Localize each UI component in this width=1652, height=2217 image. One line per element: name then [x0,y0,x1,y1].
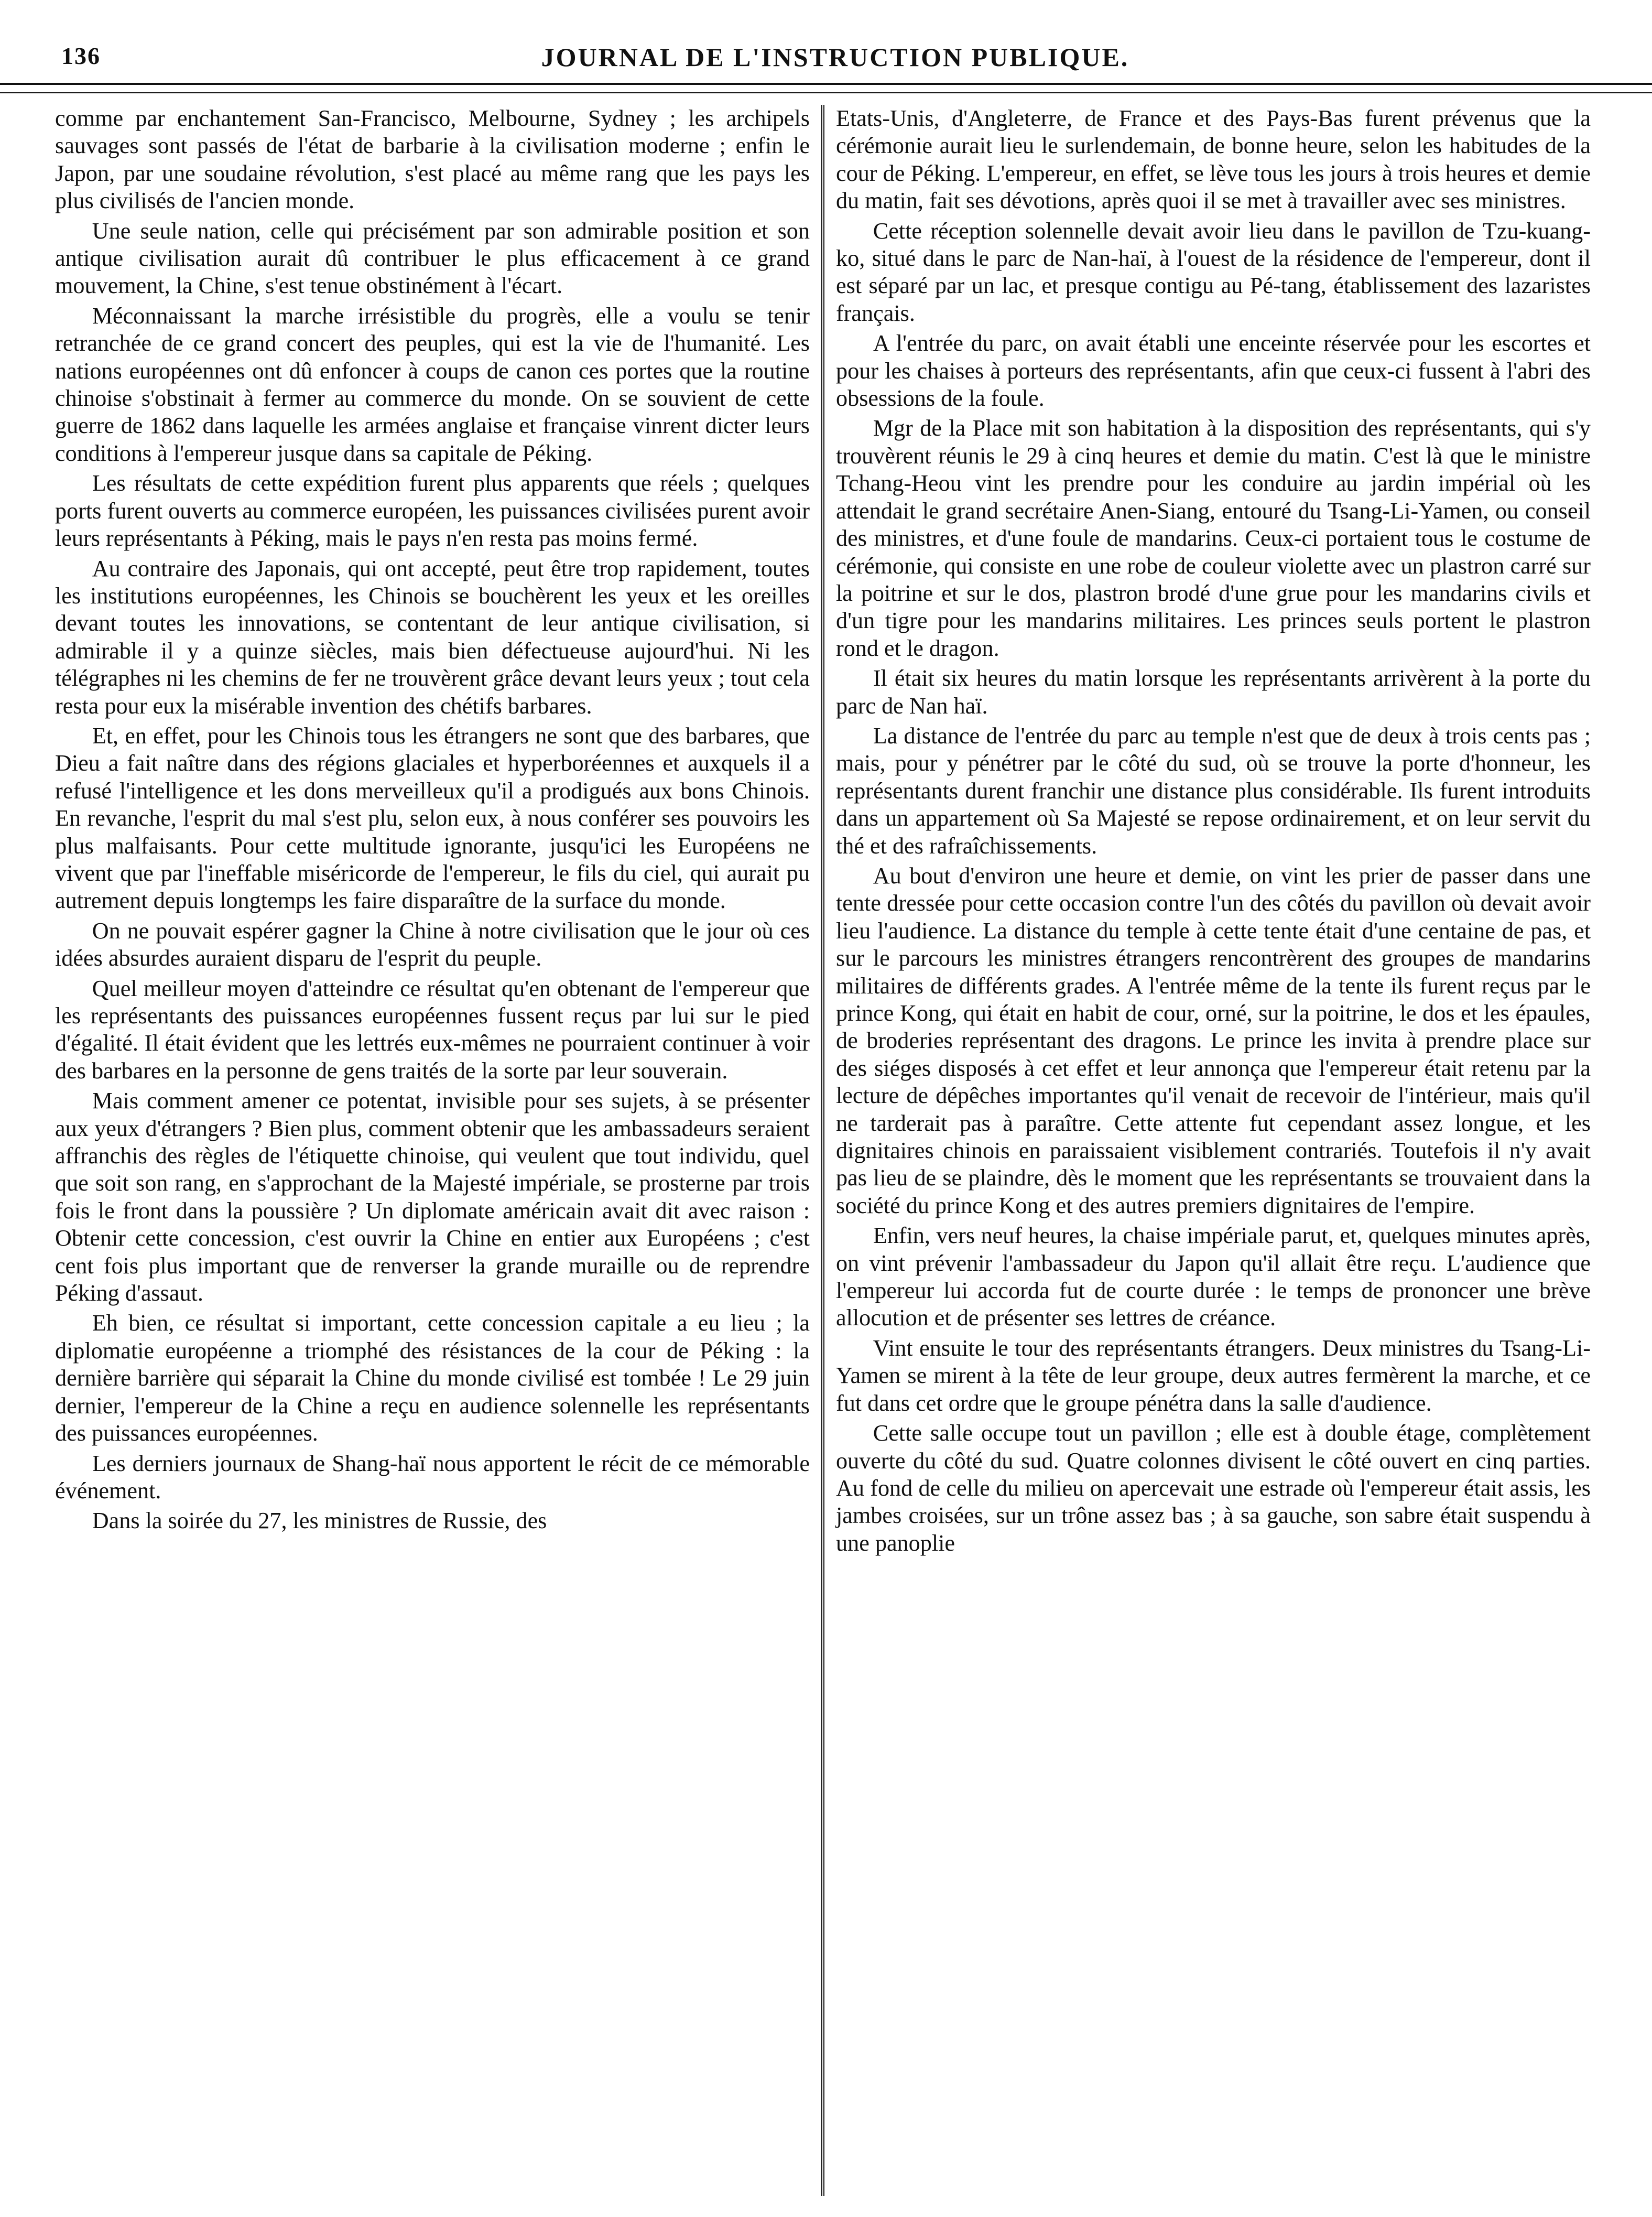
paragraph: comme par enchantement San-Francisco, Melbourne, Sydney ; les archipels sauvages sont passés de l'état de barbarie à la civilisation moderne ; enfin le Japon, par une soudaine révolution, s'est placé au même rang que les pays les plus civilisés de l'ancien monde. [55,105,810,214]
paragraph: On ne pouvait espérer gagner la Chine à notre civilisation que le jour où ces idées absurdes auraient disparu de l'esprit du peuple. [55,917,810,971]
text-columns [55,105,1615,2196]
paragraph: La distance de l'entrée du parc au temple n'est que de deux à trois cents pas ; mais, pour y pénétrer par le côté du sud, où se trouve la porte d'honneur, les représentants durent franchir une distance plus considérable. Ils furent introduits dans un appartement où Sa Majesté se repose ordinairement, et on leur servit du thé et des rafraîchissements. [836,722,1591,859]
paragraph: Au contraire des Japonais, qui ont accepté, peut être trop rapidement, toutes les institutions européennes, les Chinois se bouchèrent les yeux et les oreilles devant toutes les innovations, se contentant de leur antique civilisation, si admirable il y a quinze siècles, mais bien défectueuse aujourd'hui. Ni les télégraphes ni les chemins de fer ne trouvèrent grâce devant leurs yeux ; tout cela resta pour eux la misérable invention des chétifs barbares. [55,555,810,719]
paragraph: Quel meilleur moyen d'atteindre ce résultat qu'en obtenant de l'empereur que les représentants des puissances européennes fussent reçus par lui sur le pied d'égalité. Il était évident que les lettrés eux-mêmes ne pourraient continuer à voir des barbares en la personne de gens traités de la sorte par leur souverain. [55,975,810,1084]
paragraph: A l'entrée du parc, on avait établi une enceinte réservée pour les escortes et pour les chaises à porteurs des représentants, afin que ceux-ci fussent à l'abri des obsessions de la foule. [836,330,1591,412]
page-header [55,21,1615,79]
header-double-rule [0,83,1652,93]
paragraph: Enfin, vers neuf heures, la chaise impériale parut, et, quelques minutes après, on vint prévenir l'ambassadeur du Japon qu'il allait être reçu. L'audience que l'empereur lui accorda fut de courte durée : le temps de prononcer une brève allocution et de présenter ses lettres de créance. [836,1223,1591,1331]
paragraph: Etats-Unis, d'Angleterre, de France et des Pays-Bas furent prévenus que la cérémonie aurait lieu le surlendemain, de bonne heure, selon les habitudes de la cour de Péking. L'empereur, en effet, se lève tous les jours à trois heures et demie du matin, fait ses dévotions, après quoi il se met à travailler avec ses ministres. [836,105,1591,214]
right-column [824,105,1591,2196]
left-column [55,105,821,2196]
paragraph: Cette réception solennelle devait avoir lieu dans le pavillon de Tzu-kuang-ko, situé dans le parc de Nan-haï, à l'ouest de la résidence de l'empereur, dont il est séparé par un lac, et presque contigu au Pé-tang, établissement des lazaristes français. [836,218,1591,326]
journal-title: JOURNAL DE L'INSTRUCTION PUBLIQUE. [541,42,1129,72]
paragraph: Méconnaissant la marche irrésistible du progrès, elle a voulu se tenir retranchée de ce grand concert des peuples, qui est la vie de l'humanité. Les nations européennes ont dû enfoncer à coups de canon ces portes que la routine chinoise s'obstinait à fermer au commerce du monde. On se souvient de cette guerre de 1862 dans laquelle les armées anglaise et française vinrent dicter leurs conditions à l'empereur jusque dans sa capitale de Péking. [55,302,810,466]
paragraph: Mgr de la Place mit son habitation à la disposition des représentants, qui s'y trouvèrent réunis le 29 à cinq heures et demie du matin. C'est là que le ministre Tchang-Heou vint les prendre pour les conduire au jardin impérial où les attendait le grand secrétaire Anen-Siang, entouré du Tsang-Li-Yamen, ou conseil des ministres, et d'une foule de mandarins. Ceux-ci portaient tous le costume de cérémonie, qui consiste en une robe de couleur violette avec un plastron carré sur la poitrine et sur le dos, plastron brodé d'une grue pour les mandarins civils et d'un tigre pour les mandarins militaires. Les princes seuls portent le plastron rond et le dragon. [836,415,1591,661]
paragraph: Les derniers journaux de Shang-haï nous apportent le récit de ce mémorable événement. [55,1450,810,1504]
paragraph: Les résultats de cette expédition furent plus apparents que réels ; quelques ports furent ouverts au commerce européen, les puissances civilisées purent avoir leurs représentants à Péking, mais le pays n'en resta pas moins fermé. [55,470,810,551]
paragraph: Une seule nation, celle qui précisément par son admirable position et son antique civilisation aurait dû contribuer le plus efficacement à ce grand mouvement, la Chine, s'est tenue obstinément à l'écart. [55,218,810,299]
paragraph: Au bout d'environ une heure et demie, on vint les prier de passer dans une tente dressée pour cette occasion contre l'un des côtés du pavillon où devait avoir lieu l'audience. La distance du temple à cette tente était d'une centaine de pas, et sur le parcours les ministres étrangers rencontrèrent des groupes de mandarins militaires de différents grades. A l'entrée même de la tente ils furent reçus par le prince Kong, qui était en habit de cour, orné, sur la poitrine, le dos et les épaules, de broderies représentant des dragons. Le prince les invita à prendre place sur des siéges disposés à cet effet et leur annonça que l'empereur était retenu par la lecture de dépêches importantes qu'il venait de recevoir de l'intérieur, mais qu'il ne tarderait pas à paraître. Cette attente fut cependant assez longue, et les dignitaires chinois en paraissaient visiblement contrariés. Toutefois il n'y avait pas lieu de se plaindre, dès le moment que les représentants se trouvaient dans la société du prince Kong et des autres premiers dignitaires de l'empire. [836,862,1591,1218]
paragraph: Mais comment amener ce potentat, invisible pour ses sujets, à se présenter aux yeux d'étrangers ? Bien plus, comment obtenir que les ambassadeurs seraient affranchis des règles de l'étiquette chinoise, qui veulent que tout individu, quel que soit son rang, en s'approchant de la Majesté impériale, se prosterne par trois fois le front dans la poussière ? Un diplomate américain avait dit avec raison : Obtenir cette concession, c'est ouvrir la Chine en entier aux Européens ; c'est cent fois plus important que de renverser la grande muraille ou de reprendre Péking d'assaut. [55,1088,810,1306]
paragraph: Cette salle occupe tout un pavillon ; elle est à double étage, complètement ouverte du côté du sud. Quatre colonnes divisent le côté ouvert en cinq parties. Au fond de celle du milieu on apercevait une estrade où l'empereur était assis, les jambes croisées, sur un trône assez bas ; à sa gauche, son sabre était suspendu à une panoplie [836,1420,1591,1556]
paragraph: Et, en effet, pour les Chinois tous les étrangers ne sont que des barbares, que Dieu a fait naître dans des régions glaciales et hyperboréennes et auxquels il a refusé l'intelligence et les dons merveilleux qu'il a prodigués aux bons Chinois. En revanche, l'esprit du mal s'est plu, selon eux, à nous conférer ses pouvoirs les plus malfaisants. Pour cette multitude ignorante, jusqu'ici les Européens ne vivent que par l'ineffable miséricorde de l'empereur, le fils du ciel, qui aurait pu autrement depuis longtemps les faire disparaître de la surface du monde. [55,722,810,914]
paragraph: Eh bien, ce résultat si important, cette concession capitale a eu lieu ; la diplomatie européenne a triomphé des résistances de la cour de Péking : la dernière barrière qui séparait la Chine du monde civilisé est tombée ! Le 29 juin dernier, l'empereur de la Chine a reçu en audience solennelle les représentants des puissances européennes. [55,1310,810,1446]
page-number: 136 [61,42,101,69]
paragraph: Il était six heures du matin lorsque les représentants arrivèrent à la porte du parc de Nan haï. [836,665,1591,719]
paragraph: Dans la soirée du 27, les ministres de Russie, des [92,1508,547,1534]
paragraph: Vint ensuite le tour des représentants étrangers. Deux ministres du Tsang-Li-Yamen se mirent à la tête de leur groupe, deux autres fermèrent la marche, et ce fut dans cet ordre que le groupe pénétra dans la salle d'audience. [836,1335,1591,1416]
